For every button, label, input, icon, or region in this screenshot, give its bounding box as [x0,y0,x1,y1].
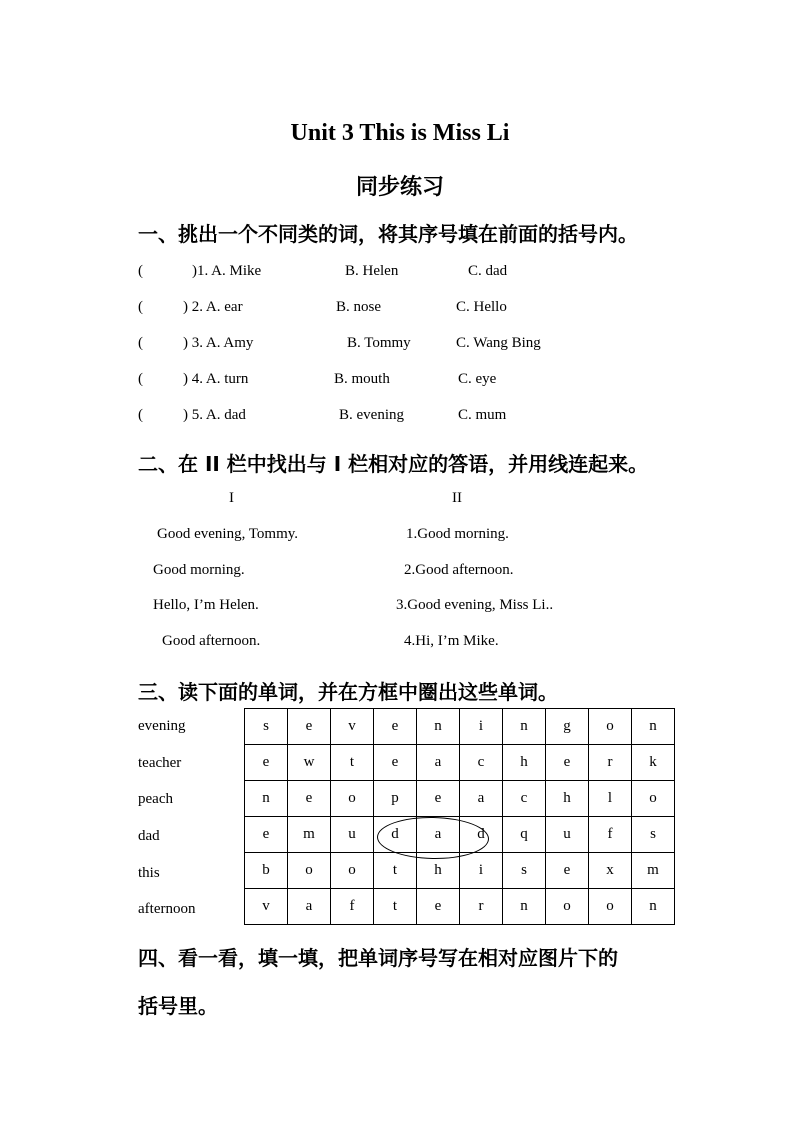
match-left-1[interactable]: Good evening, Tommy. [157,526,299,542]
option-c: C. Hello [456,299,507,315]
grid-cell[interactable]: u [546,817,589,853]
word-teacher: teacher [138,755,182,771]
grid-cell[interactable]: k [632,745,675,781]
grid-cell[interactable]: e [546,853,589,889]
grid-cell[interactable]: r [460,889,503,925]
grid-cell[interactable]: a [460,781,503,817]
grid-cell[interactable]: i [460,853,503,889]
grid-cell[interactable]: n [503,889,546,925]
grid-row [245,889,675,925]
grid-cell[interactable]: o [589,709,632,745]
grid-cell[interactable]: e [245,745,288,781]
option-a: ) 5. A. dad [183,407,246,423]
answer-bracket[interactable]: ( [138,371,143,387]
grid-cell[interactable]: e [288,781,331,817]
grid-cell[interactable]: i [460,709,503,745]
match-left-4[interactable]: Good afternoon. [162,633,261,649]
option-c: C. dad [468,263,508,279]
grid-cell[interactable]: f [589,817,632,853]
grid-row [245,853,675,889]
grid-cell[interactable]: t [374,853,417,889]
section4-heading-line2: 括号里。 [138,994,218,1018]
match-left-2[interactable]: Good morning. [153,562,245,578]
answer-bracket[interactable]: ( [138,407,143,423]
grid-cell[interactable]: m [632,853,675,889]
grid-cell[interactable]: o [331,853,374,889]
grid-cell[interactable]: n [503,709,546,745]
grid-cell[interactable]: f [331,889,374,925]
grid-cell[interactable]: t [374,889,417,925]
page-title: Unit 3 This is Miss Li [290,120,510,146]
grid-row [245,709,675,745]
match-right-2[interactable]: 2.Good afternoon. [404,562,514,578]
grid-cell[interactable]: h [417,853,460,889]
grid-cell[interactable]: o [288,853,331,889]
option-a: )1. A. Mike [192,263,262,279]
column-ii-header: II [452,490,462,506]
grid-row [245,745,675,781]
section3-heading: 三、读下面的单词，并在方框中圈出这些单词。 [138,680,558,704]
grid-cell[interactable]: s [632,817,675,853]
answer-bracket[interactable]: ( [138,335,143,351]
word-afternoon: afternoon [138,901,196,917]
grid-cell[interactable]: d [374,817,417,853]
grid-cell[interactable]: o [546,889,589,925]
grid-cell[interactable]: n [245,781,288,817]
grid-cell[interactable]: v [245,889,288,925]
option-b: B. mouth [334,371,390,387]
option-c: C. mum [458,407,507,423]
section4-heading-line1: 四、看一看，填一填，把单词序号写在相对应图片下的 [138,946,618,970]
grid-cell[interactable]: e [417,781,460,817]
match-right-1[interactable]: 1.Good morning. [406,526,509,542]
grid-cell[interactable]: s [245,709,288,745]
grid-cell[interactable]: v [331,709,374,745]
grid-cell[interactable]: e [245,817,288,853]
grid-cell[interactable]: c [503,781,546,817]
match-right-3[interactable]: 3.Good evening, Miss Li.. [396,597,554,613]
grid-cell[interactable]: s [503,853,546,889]
grid-cell[interactable]: n [632,709,675,745]
grid-cell[interactable]: n [632,889,675,925]
answer-bracket[interactable]: ( [138,299,143,315]
option-b: B. nose [336,299,381,315]
grid-cell[interactable]: w [288,745,331,781]
match-right-4[interactable]: 4.Hi, I’m Mike. [404,633,499,649]
grid-cell[interactable]: e [374,745,417,781]
word-dad: dad [138,828,160,844]
column-i-header: I [229,490,234,506]
grid-cell[interactable]: e [417,889,460,925]
grid-cell[interactable]: l [589,781,632,817]
answer-bracket[interactable]: ( [138,263,143,279]
section1-heading: 一、挑出一个不同类的词，将其序号填在前面的括号内。 [138,222,638,246]
match-left-3[interactable]: Hello, I’m Helen. [153,597,259,613]
grid-cell[interactable]: a [417,745,460,781]
option-a: ) 3. A. Amy [183,335,254,351]
option-c: C. Wang Bing [456,335,541,351]
page-subtitle: 同步练习 [355,175,444,200]
grid-cell[interactable]: d [460,817,503,853]
grid-cell[interactable]: o [632,781,675,817]
grid-cell[interactable]: h [503,745,546,781]
grid-cell[interactable]: p [374,781,417,817]
grid-cell[interactable]: m [288,817,331,853]
grid-cell[interactable]: t [331,745,374,781]
option-b: B. Tommy [347,335,411,351]
option-a: ) 2. A. ear [183,299,243,315]
grid-cell[interactable]: r [589,745,632,781]
grid-row [245,781,675,817]
grid-cell[interactable]: n [417,709,460,745]
grid-cell[interactable]: e [546,745,589,781]
grid-cell[interactable]: h [546,781,589,817]
word-evening: evening [138,718,186,734]
grid-cell[interactable]: x [589,853,632,889]
word-search-grid [244,708,675,925]
option-c: C. eye [458,371,497,387]
grid-cell[interactable]: g [546,709,589,745]
grid-cell[interactable]: b [245,853,288,889]
option-b: B. evening [339,407,404,423]
option-b: B. Helen [345,263,399,279]
grid-cell[interactable]: o [589,889,632,925]
grid-cell[interactable]: u [331,817,374,853]
word-peach: peach [138,791,173,807]
grid-cell[interactable]: a [417,817,460,853]
option-a: ) 4. A. turn [183,371,249,387]
grid-cell[interactable]: q [503,817,546,853]
grid-cell[interactable]: c [460,745,503,781]
grid-cell[interactable]: e [288,709,331,745]
grid-cell[interactable]: o [331,781,374,817]
word-this: this [138,865,160,881]
grid-cell[interactable]: e [374,709,417,745]
section2-heading: 二、在 II 栏中找出与 I 栏相对应的答语，并用线连起来。 [138,452,649,476]
grid-cell[interactable]: a [288,889,331,925]
